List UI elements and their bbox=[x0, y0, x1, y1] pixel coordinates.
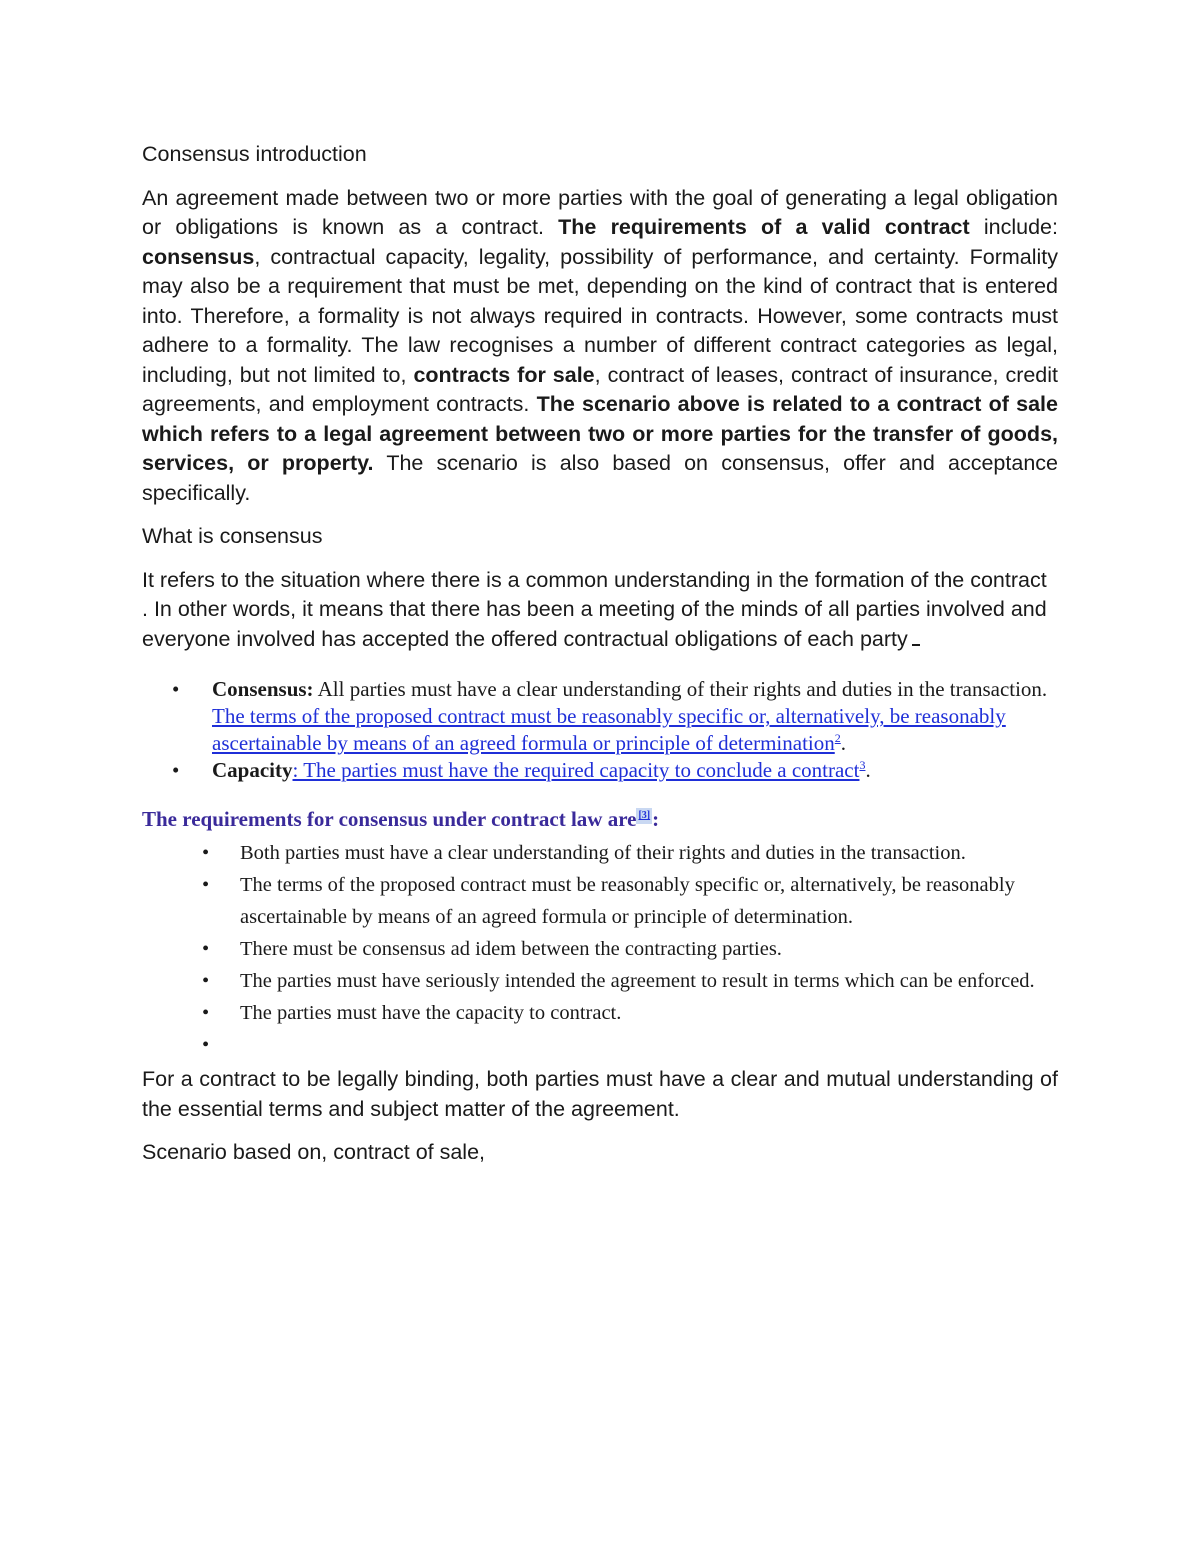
bullet-dot-icon: • bbox=[202, 874, 210, 896]
intro-bold-scenario: The scenario above is related to a contract of sale which refers to a legal agreement between two or more parties for the transfer of goods, services, or property. bbox=[142, 392, 1058, 475]
footnote-3-link[interactable]: 3 bbox=[859, 758, 866, 772]
bullet-dot-icon: • bbox=[172, 677, 180, 701]
list-item bbox=[142, 997, 1058, 1029]
list-item-capacity bbox=[142, 757, 1058, 784]
heading-consensus-introduction: Consensus introduction bbox=[142, 142, 367, 166]
bullet-dot-icon: • bbox=[202, 1002, 210, 1024]
requirement-text: The parties must have the capacity to contract. bbox=[240, 1002, 622, 1024]
list-item bbox=[142, 837, 1058, 869]
bullet-list-consensus-capacity bbox=[142, 676, 1058, 784]
intro-paragraph bbox=[142, 184, 1058, 509]
intro-text-4: , contract of leases, contract of insurance, credit agreements, and employment contracts. bbox=[142, 362, 1059, 416]
capacity-end: . bbox=[865, 758, 871, 782]
intro-bold-requirements: The requirements of a valid contract bbox=[558, 215, 970, 239]
intro-text-3: , contractual capacity, legality, possibility of performance, and certainty. Formality may also be a requirement that must be met, depending on the kind of contract that is entered into. Therefore, a formality is not always required in contracts. However, some contracts must adhere to a formality. The law recognises a number of different contract categories as legal, including, but not limited to, bbox=[142, 244, 1058, 387]
footnote-2-link[interactable]: 2 bbox=[834, 731, 841, 745]
document-body bbox=[142, 140, 1058, 1182]
bullet-dot-icon: • bbox=[202, 970, 210, 992]
bullet-dot-icon: • bbox=[172, 758, 180, 782]
scenario-paragraph: Scenario based on, contract of sale, bbox=[142, 1140, 486, 1164]
requirements-list bbox=[142, 837, 1058, 1061]
requirement-text: Both parties must have a clear understanding of their rights and duties in the transaction. bbox=[240, 842, 966, 864]
text-cursor bbox=[912, 630, 920, 646]
consensus-end: . bbox=[840, 731, 846, 755]
bullet-dot-icon: • bbox=[202, 842, 210, 864]
list-item-consensus bbox=[142, 676, 1058, 757]
capacity-label: Capacity bbox=[212, 758, 293, 782]
list-item bbox=[142, 933, 1058, 965]
intro-text-2: include: bbox=[969, 215, 1058, 239]
requirements-colon: : bbox=[652, 807, 660, 831]
consensus-label: Consensus bbox=[212, 677, 307, 701]
requirements-heading bbox=[142, 806, 1058, 833]
definition-text: It refers to the situation where there is a common understanding in the formation of the contract . In other words, it means that there has been a meeting of the minds of all parties involved and everyone involved has accepted the offered contractual obligations of each party bbox=[142, 567, 1047, 651]
list-item bbox=[142, 965, 1058, 997]
intro-bold-consensus: consensus bbox=[142, 244, 255, 269]
citation-link[interactable]: [3] bbox=[636, 808, 652, 824]
requirement-text: The terms of the proposed contract must be reasonably specific or, alternatively, be reasonably ascertainable by means of an agreed formula or principle of determination. bbox=[240, 874, 1015, 928]
intro-bold-contracts-for-sale: contracts for sale bbox=[413, 362, 595, 387]
capacity-link[interactable]: : The parties must have the required capacity to conclude a contract bbox=[292, 758, 860, 782]
definition-paragraph bbox=[142, 566, 1058, 655]
bullet-dot-icon: • bbox=[202, 938, 210, 960]
requirements-heading-text: The requirements for consensus under contract law are bbox=[142, 807, 637, 831]
intro-text-5: The scenario is also based on consensus, offer and acceptance specifically. bbox=[142, 451, 1058, 505]
consensus-colon: : bbox=[306, 677, 314, 701]
list-item bbox=[142, 869, 1058, 933]
requirement-text: There must be consensus ad idem between the contracting parties. bbox=[240, 938, 782, 960]
list-item-empty bbox=[142, 1029, 1058, 1061]
bullet-dot-icon: • bbox=[202, 1034, 210, 1056]
consensus-text: All parties must have a clear understanding of their rights and duties in the transaction. bbox=[313, 677, 1048, 701]
requirement-text: The parties must have seriously intended the agreement to result in terms which can be enforced. bbox=[240, 970, 1035, 992]
intro-text-1: An agreement made between two or more parties with the goal of generating a legal obligation or obligations is known as a contract. bbox=[142, 185, 1058, 239]
consensus-link[interactable]: The terms of the proposed contract must be reasonably specific or, alternatively, be reasonably ascertainable by means of an agreed formula or principle of determination bbox=[212, 704, 1006, 755]
binding-paragraph: For a contract to be legally binding, both parties must have a clear and mutual understanding of the essential terms and subject matter of the agreement. bbox=[142, 1067, 1058, 1121]
heading-what-is-consensus: What is consensus bbox=[142, 524, 323, 548]
